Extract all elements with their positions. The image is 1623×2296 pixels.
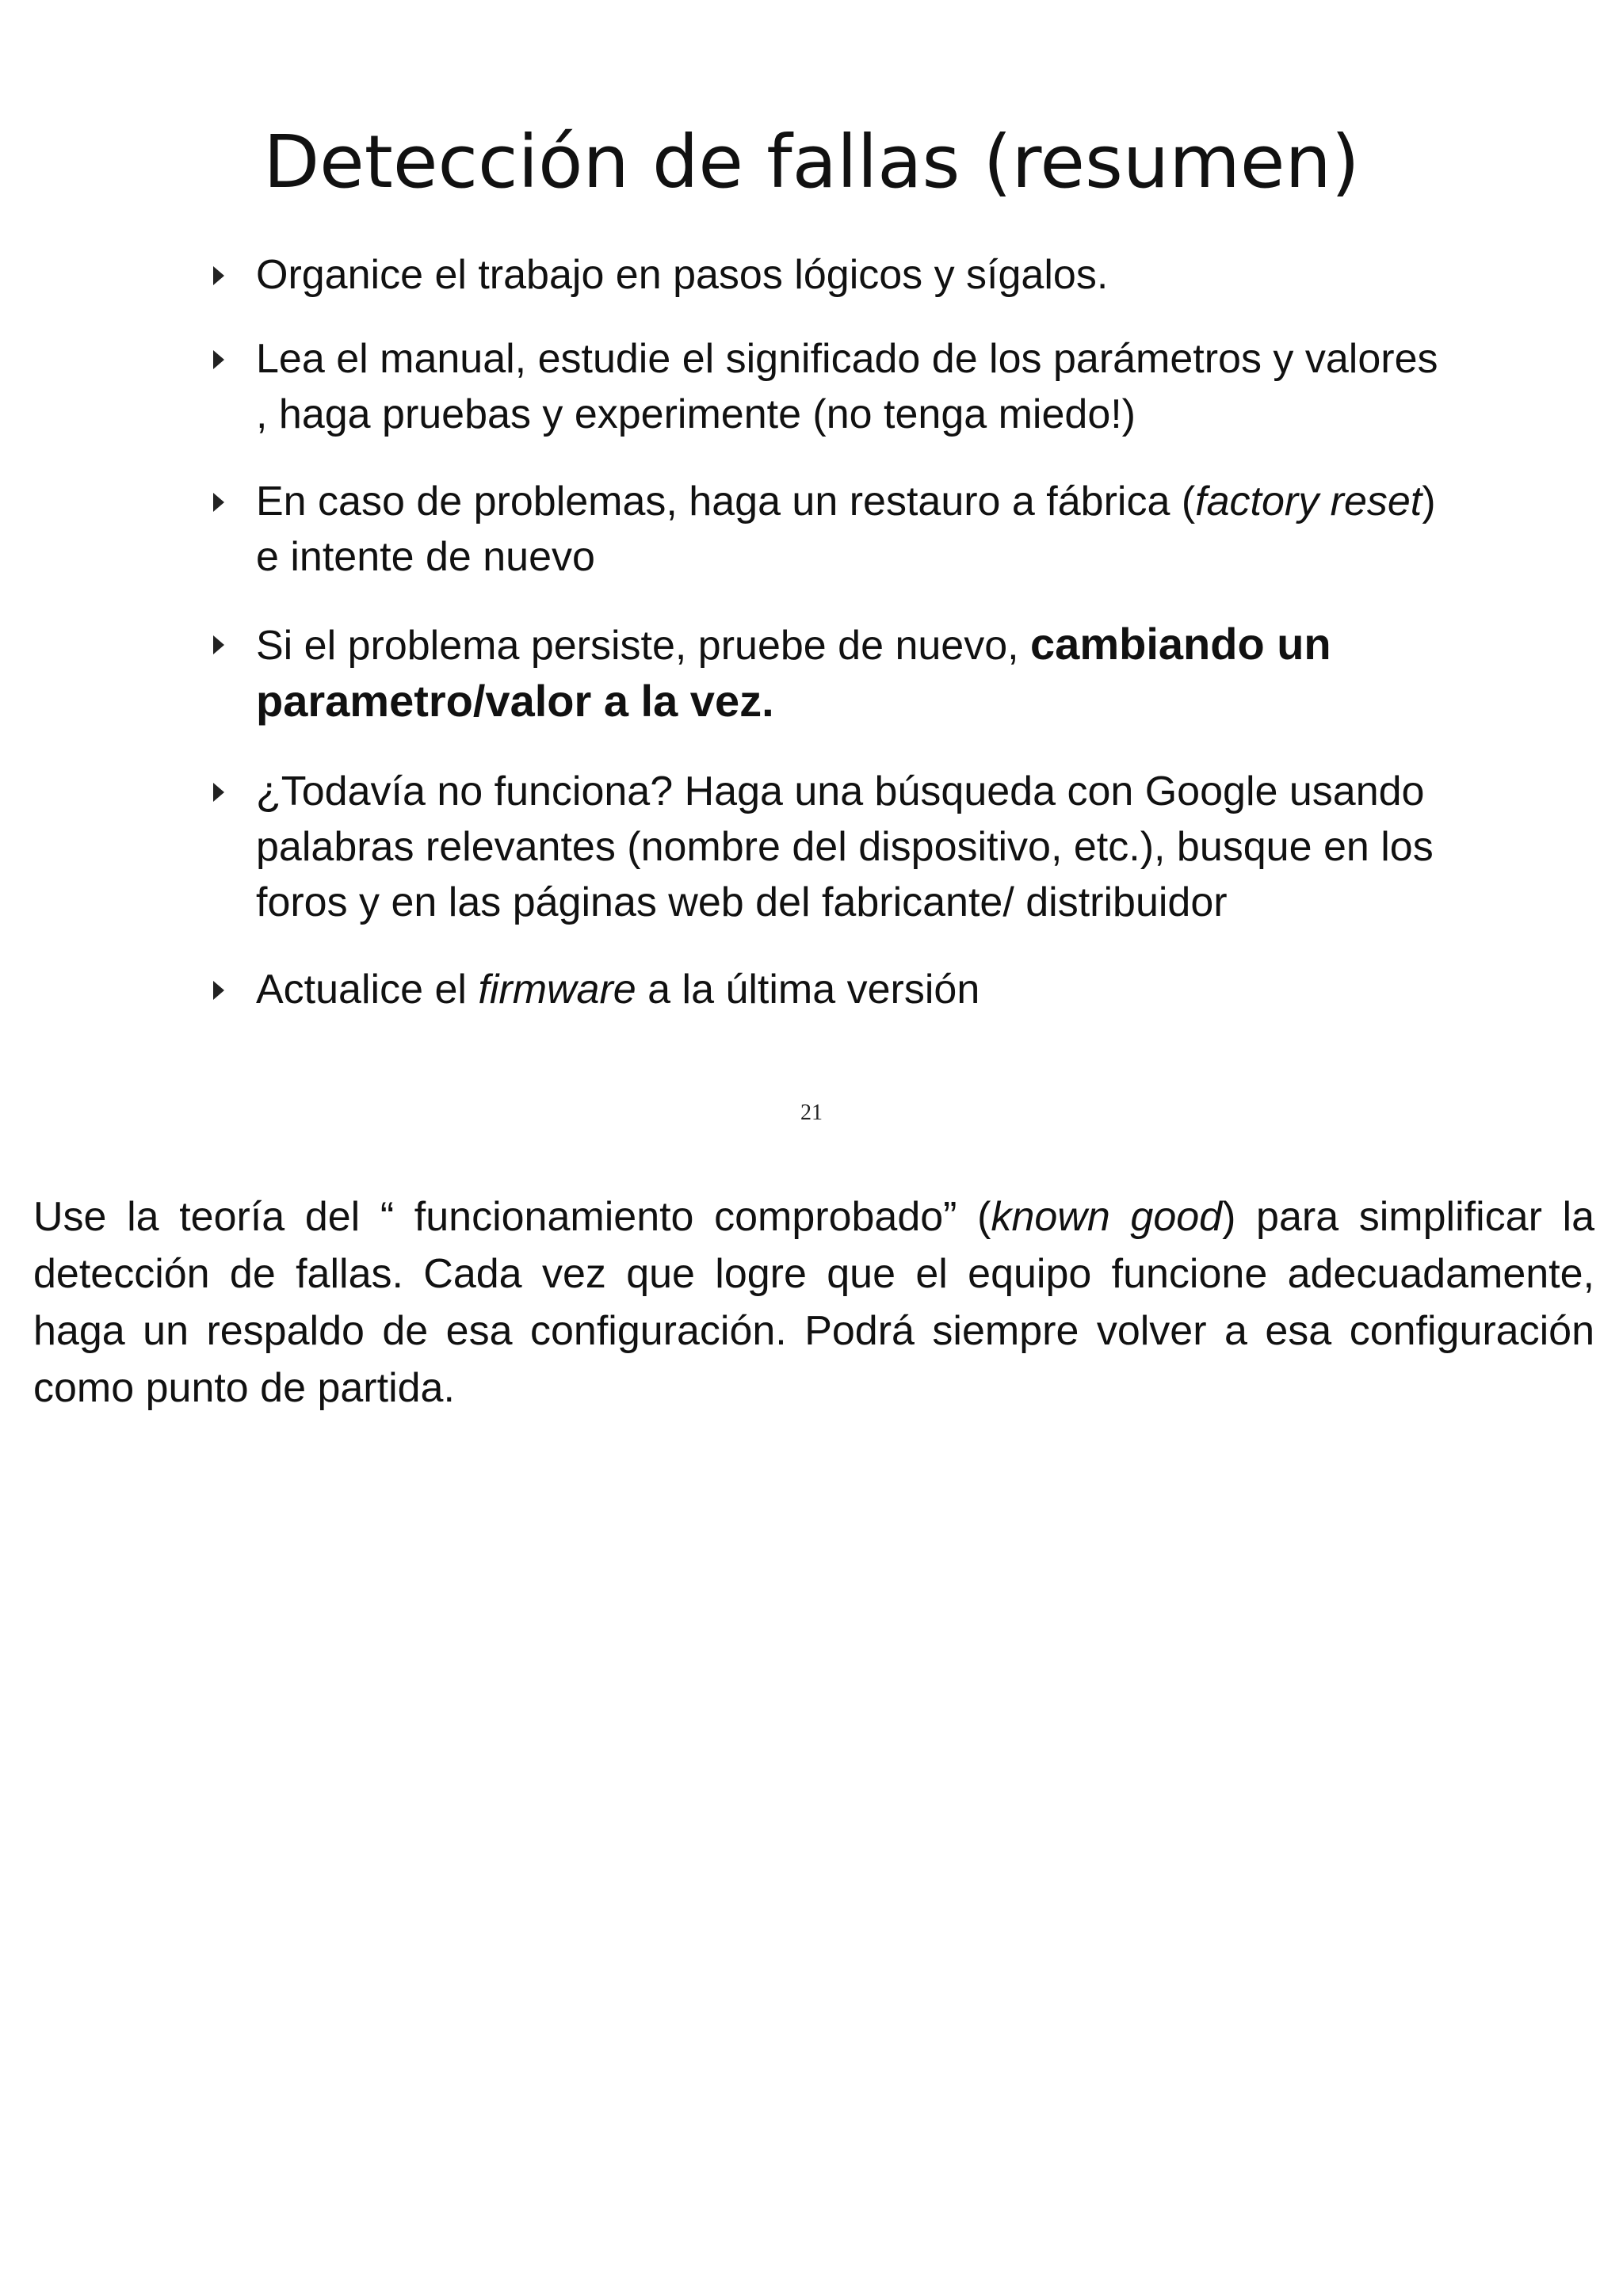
- bullet-item: [210, 764, 1446, 930]
- bullet-text-start: Actualice el: [256, 967, 479, 1013]
- bullet-item: [210, 962, 1446, 1017]
- slide-title: Detección de fallas (resumen): [263, 120, 1360, 204]
- bullet-text-start: En caso de problemas, haga un restauro a fábrica (: [256, 479, 1196, 524]
- bullet-text-end: a la última versión: [636, 967, 980, 1013]
- triangle-bullet-icon: [213, 493, 224, 512]
- page-number: 21: [800, 1100, 823, 1125]
- bullet-text: Lea el manual, estudie el significado de los parámetros y valores , haga pruebas y experimente (no tenga miedo!): [256, 336, 1438, 437]
- triangle-bullet-icon: [213, 635, 224, 654]
- speaker-note: [33, 1188, 1594, 1417]
- bullet-text-emphasis: firmware: [478, 967, 636, 1013]
- bullet-text-end: ) e intente de nuevo: [256, 479, 1436, 580]
- bullet-item: [210, 474, 1446, 585]
- note-text-emphasis: known good: [991, 1194, 1223, 1240]
- triangle-bullet-icon: [213, 783, 224, 802]
- triangle-bullet-icon: [213, 266, 224, 285]
- note-text-start: Use la teoría del “ funcionamiento comprobado” (: [33, 1194, 991, 1240]
- bullet-text-strong: cambiando un parametro/valor a la vez.: [256, 619, 1331, 726]
- bullet-item: [210, 616, 1446, 730]
- bullet-item: [210, 247, 1446, 303]
- bullet-list: [210, 247, 1446, 1046]
- bullet-item: [210, 331, 1446, 442]
- triangle-bullet-icon: [213, 350, 224, 369]
- bullet-text: ¿Todavía no funciona? Haga una búsqueda con Google usando palabras relevantes (nombre del dispositivo, etc.), busque en los foros y en las páginas web del fabricante/ distribuidor: [256, 769, 1434, 925]
- bullet-text-start: Si el problema persiste, pruebe de nuevo,: [256, 623, 1031, 669]
- bullet-text: Organice el trabajo en pasos lógicos y sígalos.: [256, 252, 1109, 298]
- triangle-bullet-icon: [213, 981, 224, 1000]
- bullet-text-emphasis: factory reset: [1195, 479, 1423, 524]
- note-text-end: ) para simplificar la detección de fallas. Cada vez que logre que el equipo funcione adecuadamente, haga un respaldo de esa configuración. Podrá siempre volver a esa configuración como punto de partida.: [33, 1194, 1594, 1411]
